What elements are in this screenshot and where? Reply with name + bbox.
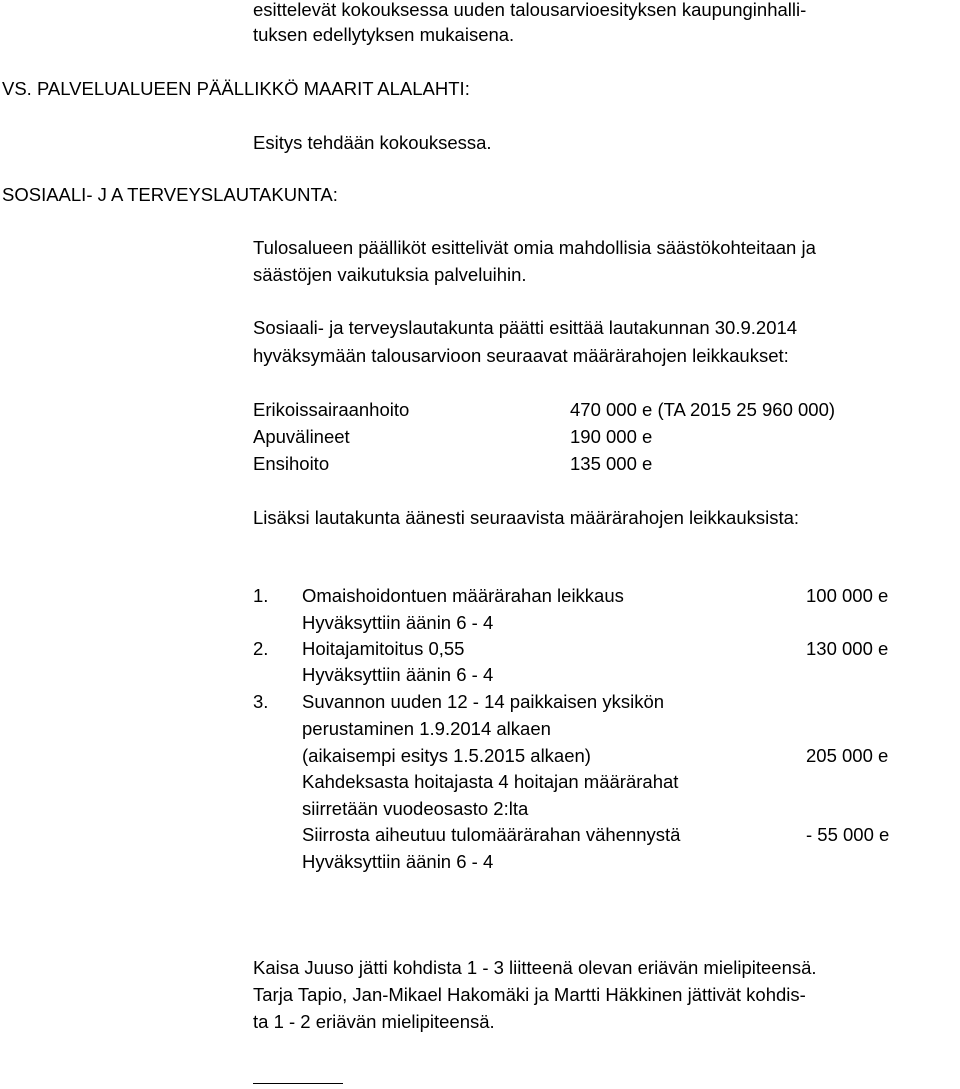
dissent-line-2: Tarja Tapio, Jan-Mikael Hakomäki ja Martti Häkkinen jättivät kohdis- (253, 984, 806, 1005)
board-heading: SOSIAALI- J A TERVEYSLAUTAKUNTA: (2, 184, 338, 205)
vote-result: Hyväksyttiin äänin 6 - 4 (302, 851, 494, 872)
vote-amount: 100 000 e (806, 585, 889, 606)
vote-amount-adjustment: - 55 000 e (806, 824, 890, 845)
official-proposal: Esitys tehdään kokouksessa. (253, 132, 492, 153)
vote-item: Suvannon uuden 12 - 14 paikkaisen yksikön (302, 691, 665, 712)
vote-amount: 205 000 e (806, 745, 889, 766)
cut-item: Ensihoito (253, 453, 330, 474)
vote-number: 2. (253, 638, 269, 659)
intro-line-1: esittelevät kokouksessa uuden talousarvioesityksen kaupunginhalli- (253, 0, 807, 20)
official-heading: VS. PALVELUALUEEN PÄÄLLIKKÖ MAARIT ALALAHTI: (2, 78, 470, 99)
cut-item: Erikoissairaanhoito (253, 399, 410, 420)
vote-item-line: siirretään vuodeosasto 2:lta (302, 798, 529, 819)
vote-number: 1. (253, 585, 269, 606)
board-para2-line2: hyväksymään talousarvioon seuraavat määrärahojen leikkaukset: (253, 345, 789, 366)
vote-result: Hyväksyttiin äänin 6 - 4 (302, 664, 494, 685)
closing-rule (253, 1083, 343, 1084)
vote-item: Omaishoidontuen määrärahan leikkaus (302, 585, 624, 606)
vote-item-line: perustaminen 1.9.2014 alkaen (302, 718, 551, 739)
vote-result: Hyväksyttiin äänin 6 - 4 (302, 612, 494, 633)
vote-item-line: (aikaisempi esitys 1.5.2015 alkaen) (302, 745, 591, 766)
cut-item: Apuvälineet (253, 426, 350, 447)
dissent-line-1: Kaisa Juuso jätti kohdista 1 - 3 liitteenä olevan eriävän mielipiteensä. (253, 957, 817, 978)
vote-item-line: Siirrosta aiheutuu tulomäärärahan vähennystä (302, 824, 681, 845)
board-para1-line1: Tulosalueen päälliköt esittelivät omia mahdollisia säästökohteitaan ja (253, 237, 816, 258)
board-para1-line2: säästöjen vaikutuksia palveluihin. (253, 264, 527, 285)
cut-amount: 135 000 e (570, 453, 653, 474)
board-para2-line1: Sosiaali- ja terveyslautakunta päätti esittää lautakunnan 30.9.2014 (253, 317, 798, 338)
vote-amount: 130 000 e (806, 638, 889, 659)
vote-item: Hoitajamitoitus 0,55 (302, 638, 465, 659)
votes-intro: Lisäksi lautakunta äänesti seuraavista määrärahojen leikkauksista: (253, 507, 800, 528)
vote-number: 3. (253, 691, 269, 712)
vote-item-line: Kahdeksasta hoitajasta 4 hoitajan määrärahat (302, 771, 679, 792)
cut-amount: 190 000 e (570, 426, 653, 447)
cut-amount: 470 000 e (TA 2015 25 960 000) (570, 399, 836, 420)
dissent-line-3: ta 1 - 2 eriävän mielipiteensä. (253, 1011, 495, 1032)
intro-line-2: tuksen edellytyksen mukaisena. (253, 24, 515, 45)
